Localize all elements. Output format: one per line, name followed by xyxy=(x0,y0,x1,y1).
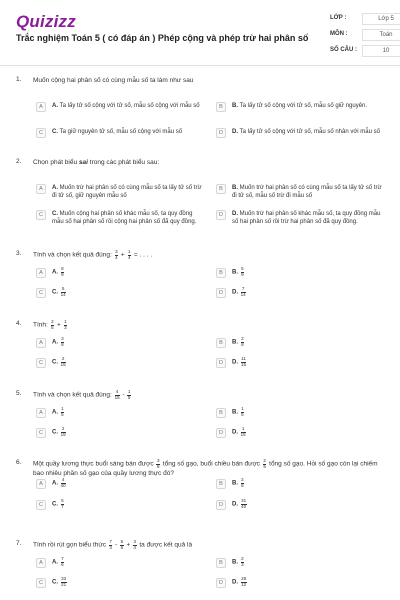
option-letter-badge: A xyxy=(36,338,46,348)
option-letter-badge: A xyxy=(36,479,46,489)
fraction: $\frac{7}{3}$ xyxy=(109,539,112,550)
option-text: A. $\frac{3}{8}$ xyxy=(52,336,64,347)
option-letter-badge: A xyxy=(36,268,46,278)
option-text: C. Ta giữ nguyên tử số, mẫu số cộng với mẫu số xyxy=(52,129,183,135)
worksheet-header xyxy=(0,0,400,66)
option-letter-badge: B xyxy=(216,268,226,278)
option-text: C. Muốn cộng hai phân số khác mẫu số, ta quy đồng mẫu số hai phân số rồi cộng hai phân số đã quy đồng. xyxy=(52,211,197,225)
fraction: $\frac{7}{14}$ xyxy=(240,286,246,297)
option-text: B. $\frac{2}{8}$ xyxy=(232,336,244,347)
fraction: $\frac{1}{5}$ xyxy=(127,389,131,400)
option-letter-badge: C xyxy=(36,358,46,368)
question-text: Chọn phát biểu sai trong các phát biểu sau: xyxy=(33,159,160,166)
fraction: $\frac{5}{14}$ xyxy=(60,286,66,297)
option-letter-badge: B xyxy=(216,102,226,112)
option-text: D. $\frac{31}{40}$ xyxy=(232,498,247,509)
option-letter-badge: D xyxy=(216,428,226,438)
fraction: $\frac{2}{5}$ xyxy=(51,319,54,330)
option-text: A. Ta lấy tử số cộng với tử số, mẫu số cộng với mẫu số xyxy=(52,103,200,109)
option-text: A. $\frac{7}{6}$ xyxy=(52,556,64,567)
fraction: $\frac{3}{4}$ xyxy=(133,539,137,550)
option-text: C. $\frac{2}{15}$ xyxy=(52,356,66,367)
fraction: $\frac{1}{15}$ xyxy=(240,426,246,437)
question-number: 1. xyxy=(16,76,22,83)
question-text: Tính và chọn kết quả đúng: $\frac{3}{4}$ + $\frac{1}{4}$ = . . . . xyxy=(33,249,153,260)
fraction: $\frac{4}{40}$ xyxy=(60,477,66,488)
fraction: $\frac{5}{9}$ xyxy=(241,266,244,277)
fraction: $\frac{2}{8}$ xyxy=(241,477,244,488)
option-text: B. $\frac{2}{3}$ xyxy=(232,556,244,567)
option-letter-badge: A xyxy=(36,102,46,112)
question-number: 3. xyxy=(16,250,22,257)
option-text: B. Ta lấy tử số cộng với tử số, mẫu số giữ nguyên. xyxy=(232,103,368,109)
fraction: $\frac{8}{9}$ xyxy=(61,266,64,277)
option-text: B. $\frac{1}{5}$ xyxy=(232,406,244,417)
option-letter-badge: D xyxy=(216,288,226,298)
fraction: $\frac{4}{15}$ xyxy=(114,389,120,400)
meta-count-label: SỐ CÂU : xyxy=(330,47,357,53)
quizizz-logo: Quizizz xyxy=(16,12,76,31)
option-text: C. $\frac{2}{15}$ xyxy=(52,426,66,437)
worksheet-title: Trắc nghiệm Toán 5 ( có đáp án ) Phép cộng và phép trừ hai phân số xyxy=(16,33,309,43)
option-letter-badge: C xyxy=(36,128,46,138)
option-text: D. Muốn trừ hai phân số khác mẫu số, ta quy đồng mẫu số hai phân số rồi trừ hai phân số đã quy đồng. xyxy=(232,211,381,225)
option-letter-badge: A xyxy=(36,408,46,418)
meta-count-value: 10 xyxy=(362,45,400,57)
option-text: B. $\frac{2}{8}$ xyxy=(232,477,244,488)
fraction: $\frac{2}{5}$ xyxy=(263,458,266,469)
option-letter-badge: A xyxy=(36,558,46,568)
fraction: $\frac{31}{40}$ xyxy=(241,498,247,509)
fraction: $\frac{5}{7}$ xyxy=(61,498,64,509)
fraction: $\frac{2}{3}$ xyxy=(241,556,244,567)
option-letter-badge: A xyxy=(36,184,46,194)
option-text: D. $\frac{28}{12}$ xyxy=(232,576,247,587)
option-letter-badge: D xyxy=(216,500,226,510)
option-letter-badge: B xyxy=(216,558,226,568)
option-letter-badge: C xyxy=(36,578,46,588)
fraction: $\frac{3}{8}$ xyxy=(61,336,64,347)
fraction: $\frac{5}{6}$ xyxy=(120,539,124,550)
question-number: 5. xyxy=(16,390,22,397)
option-text: A. $\frac{1}{5}$ xyxy=(52,406,64,417)
option-text: D. $\frac{11}{15}$ xyxy=(232,356,247,367)
question-text: Tính và chọn kết quả đúng: $\frac{4}{15}$ - $\frac{1}{5}$ xyxy=(33,389,131,400)
fraction: $\frac{1}{3}$ xyxy=(64,319,67,330)
option-text: C. $\frac{5}{14}$ xyxy=(52,286,66,297)
option-letter-badge: C xyxy=(36,210,46,220)
meta-subject-value: Toán xyxy=(362,29,400,41)
option-letter-badge: B xyxy=(216,338,226,348)
fraction: $\frac{1}{5}$ xyxy=(61,406,64,417)
option-letter-badge: D xyxy=(216,578,226,588)
option-letter-badge: B xyxy=(216,479,226,489)
option-text: B. Muốn trừ hai phân số có cùng mẫu số ta lấy tử số trừ đi tử số, mẫu số trừ đi mẫu số xyxy=(232,185,382,199)
option-text: D. $\frac{1}{15}$ xyxy=(232,426,246,437)
meta-grade-label: LỚP : xyxy=(330,15,347,21)
question-text: Tính rồi rút gọn biểu thức $\frac{7}{3}$ - $\frac{5}{6}$ + $\frac{3}{4}$ ta được kết quả là xyxy=(33,539,193,550)
fraction: $\frac{3}{4}$ xyxy=(115,249,118,260)
option-letter-badge: D xyxy=(216,358,226,368)
question-text: Một quầy lương thực buổi sáng bán được $\frac{3}{8}$ tổng số gạo, buổi chiều bán được $\frac{2}{5}$ tổng số gạo. Hỏi số gạo còn lại chiếm bao nhiêu phần số gạo của quầy lương thực đó? xyxy=(33,458,378,477)
option-letter-badge: B xyxy=(216,184,226,194)
question-text: Tính: $\frac{2}{5}$ + $\frac{1}{3}$ xyxy=(33,319,67,330)
option-letter-badge: B xyxy=(216,408,226,418)
option-text: D. $\frac{7}{14}$ xyxy=(232,286,246,297)
option-text: A. $\frac{4}{40}$ xyxy=(52,477,66,488)
option-text: D. Ta lấy tử số cộng với tử số, mẫu số nhân với mẫu số xyxy=(232,129,380,135)
question-number: 6. xyxy=(16,459,22,466)
option-letter-badge: C xyxy=(36,288,46,298)
fraction: $\frac{1}{4}$ xyxy=(128,249,131,260)
option-text: C. $\frac{5}{7}$ xyxy=(52,498,64,509)
option-text: A. $\frac{8}{9}$ xyxy=(52,266,64,277)
fraction: $\frac{11}{15}$ xyxy=(241,356,247,367)
question-number: 2. xyxy=(16,158,22,165)
fraction: $\frac{28}{12}$ xyxy=(241,576,247,587)
option-letter-badge: C xyxy=(36,428,46,438)
fraction: $\frac{2}{8}$ xyxy=(241,336,244,347)
fraction: $\frac{33}{21}$ xyxy=(61,576,67,587)
option-letter-badge: D xyxy=(216,128,226,138)
fraction: $\frac{3}{8}$ xyxy=(156,458,160,469)
fraction: $\frac{2}{15}$ xyxy=(60,426,66,437)
option-text: C. $\frac{33}{21}$ xyxy=(52,576,67,587)
question-number: 7. xyxy=(16,540,22,547)
question-number: 4. xyxy=(16,320,22,327)
fraction: $\frac{2}{15}$ xyxy=(60,356,66,367)
option-text: B. $\frac{5}{9}$ xyxy=(232,266,244,277)
option-letter-badge: D xyxy=(216,210,226,220)
fraction: $\frac{7}{6}$ xyxy=(61,556,64,567)
meta-grade-value: Lớp 5 xyxy=(362,13,400,25)
question-text: Muốn cộng hai phân số có cùng mẫu số ta làm như sau xyxy=(33,77,194,84)
fraction: $\frac{1}{5}$ xyxy=(241,406,244,417)
option-text: A. Muốn trừ hai phân số có cùng mẫu số ta lấy tử số trừ đi tử số, giữ nguyên mẫu số xyxy=(52,185,202,199)
meta-subject-label: MÔN : xyxy=(330,31,348,37)
option-letter-badge: C xyxy=(36,500,46,510)
